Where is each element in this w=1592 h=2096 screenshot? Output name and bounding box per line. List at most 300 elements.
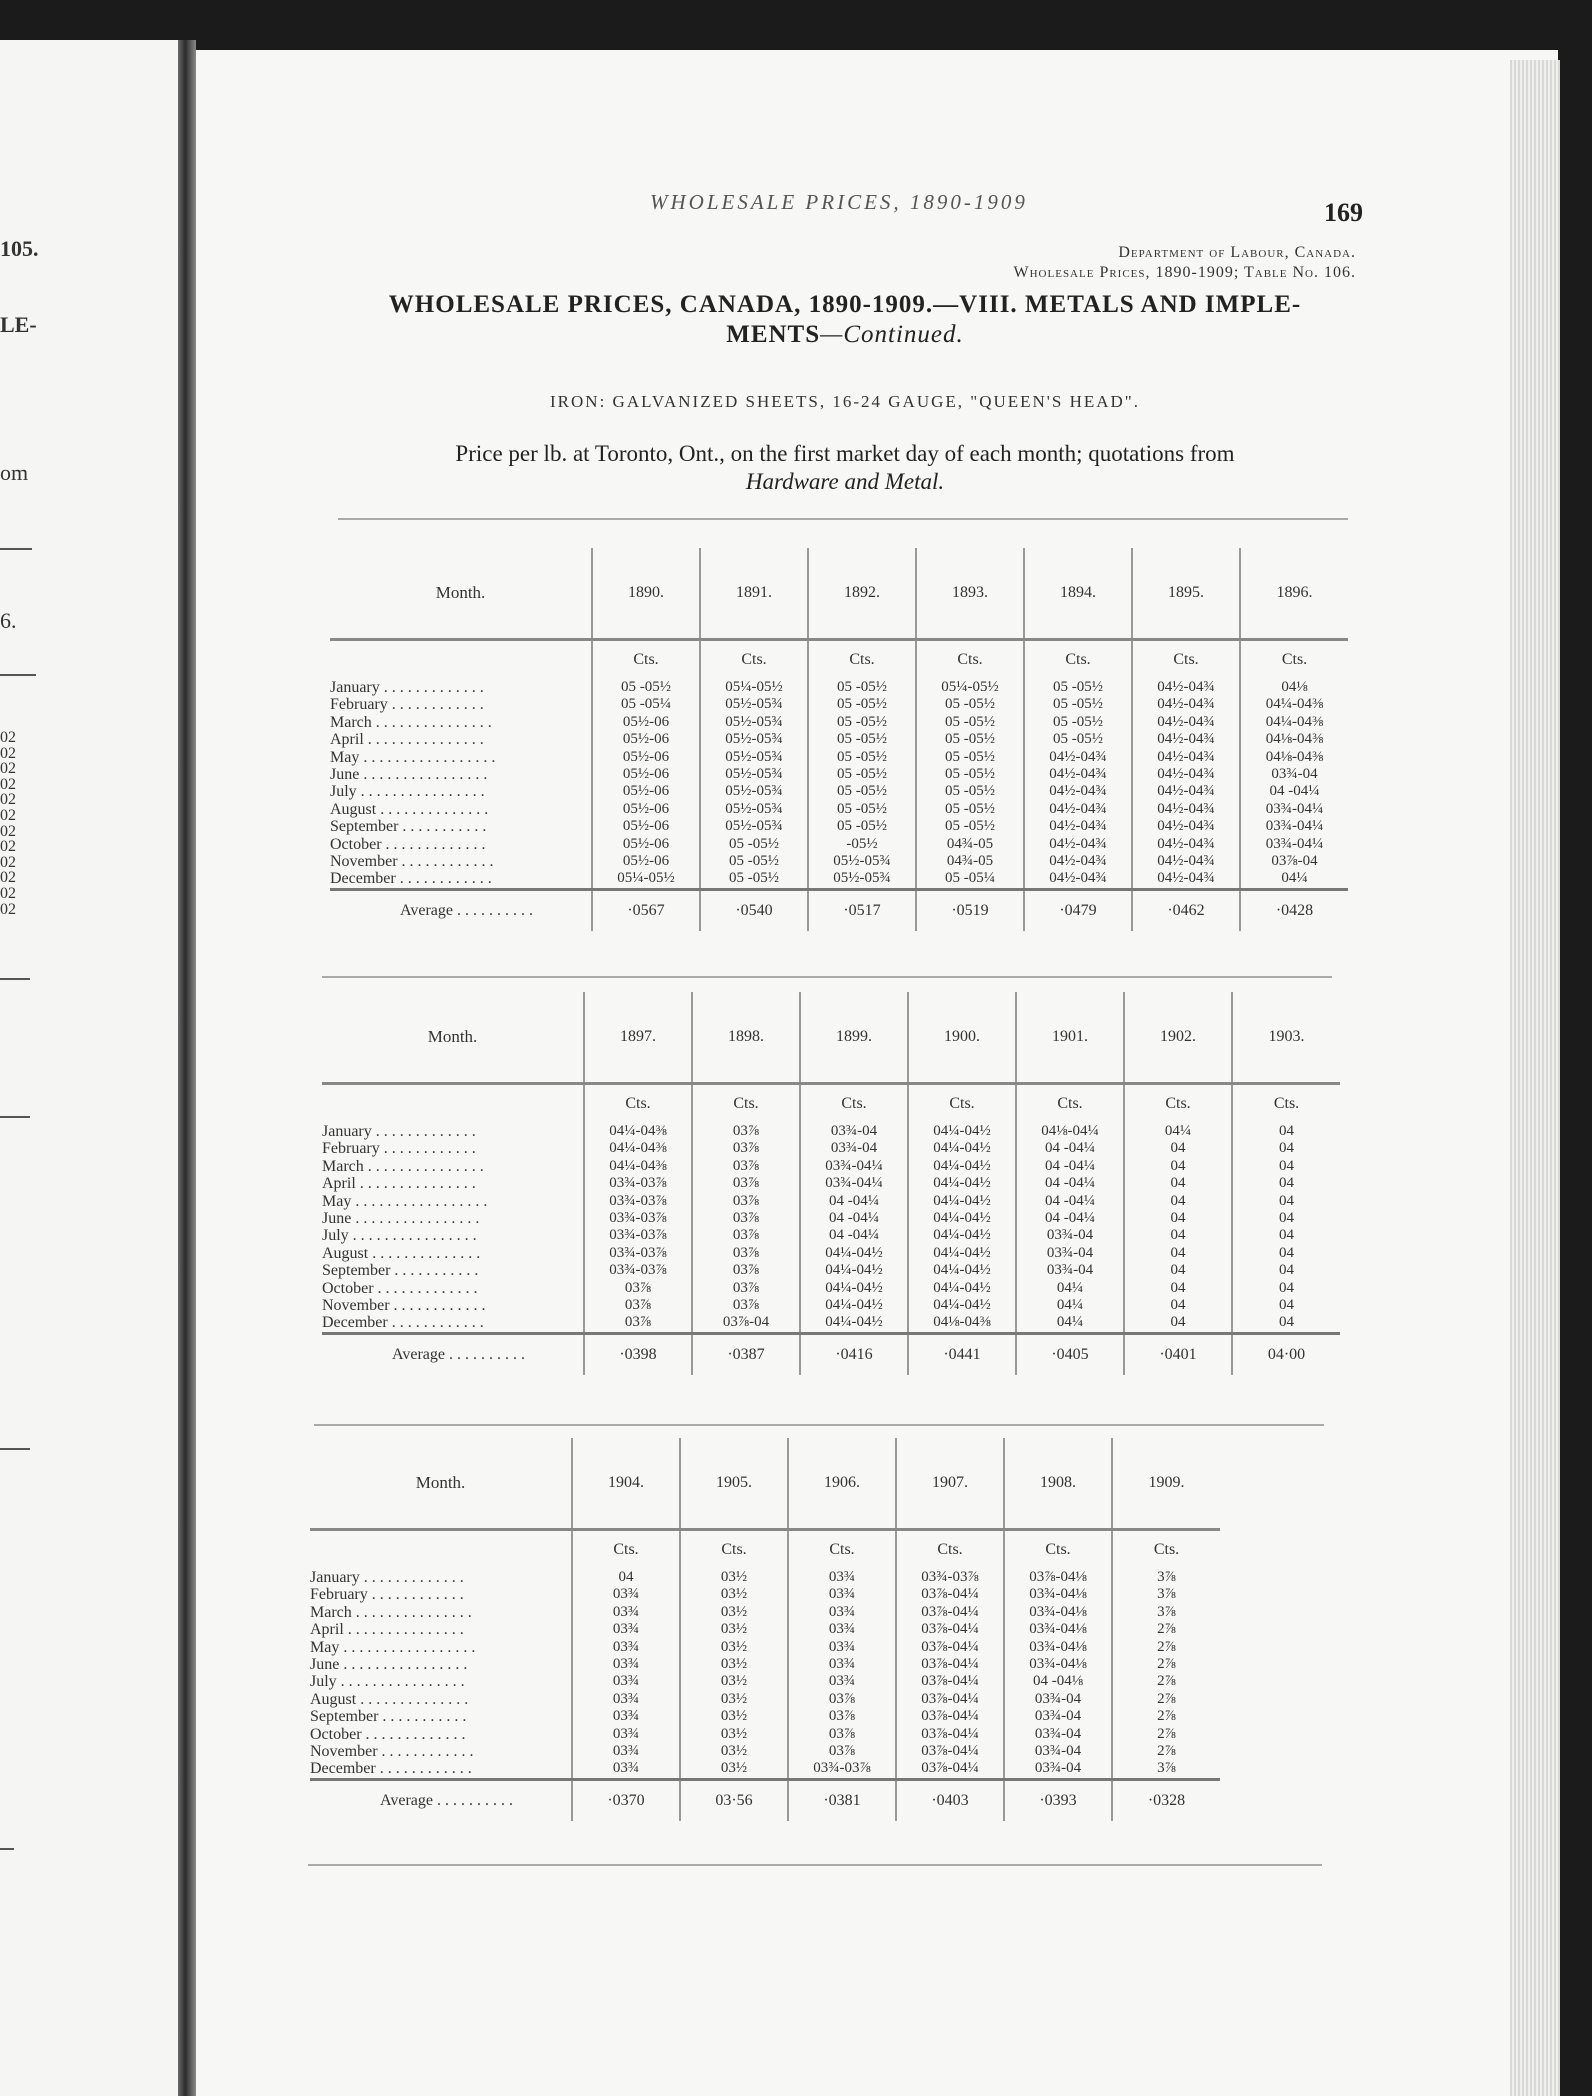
block-divider	[322, 976, 1332, 978]
price-cell: 03½	[720, 1760, 748, 1777]
price-cell: 04½-04¾	[1049, 818, 1107, 835]
price-cell: 03⅞-04¼	[921, 1742, 979, 1759]
price-cell: 03¾-03⅞	[609, 1244, 667, 1261]
unit-label: Cts.	[1024, 640, 1132, 680]
price-cell: 04	[1279, 1140, 1294, 1157]
month-column-header: Month.	[310, 1438, 572, 1530]
price-cell: 04¼-04½	[825, 1296, 883, 1313]
price-cell: 05 -05¼	[945, 870, 995, 887]
price-cell: 05½-06	[622, 748, 670, 765]
month-label: April . . . . . . . . . . . . . . .	[322, 1175, 476, 1193]
price-cell: 04	[1279, 1244, 1294, 1261]
month-column-header: Month.	[330, 548, 592, 640]
unit-label: Cts.	[572, 1530, 680, 1570]
price-cell: 03⅞	[732, 1123, 760, 1139]
unit-label: Cts.	[808, 640, 916, 680]
price-column	[1240, 679, 1348, 889]
price-cell: 05 -05½	[837, 748, 887, 765]
price-cell: 05½-05¾	[725, 818, 783, 835]
price-column	[1004, 1569, 1112, 1779]
price-cell: 04¼	[1164, 1123, 1192, 1139]
year-header: 1897.	[584, 992, 692, 1084]
price-column	[692, 1123, 800, 1333]
price-cell: 03⅞	[732, 1140, 760, 1157]
department-note	[1014, 243, 1356, 283]
price-cell: 03⅞	[624, 1279, 652, 1296]
average-value: ·0387	[692, 1333, 800, 1375]
price-cell: 03¾-03⅞	[609, 1175, 667, 1192]
month-label: October . . . . . . . . . . . . .	[330, 835, 486, 853]
price-cell: 05 -05½	[837, 679, 887, 695]
price-cell: 04¼-04½	[933, 1175, 991, 1192]
price-column	[1124, 1123, 1232, 1333]
price-cell: 04¼-04½	[933, 1227, 991, 1244]
price-cell: 04¼-04⅜	[609, 1123, 667, 1139]
month-label: November . . . . . . . . . . . .	[322, 1296, 486, 1314]
price-cell: 04	[1279, 1209, 1294, 1226]
price-cell: 03¾-04⅛	[1029, 1586, 1087, 1603]
price-cell: 05 -05½	[837, 765, 887, 782]
department-line: Department of Labour, Canada.	[1118, 244, 1356, 261]
price-column	[800, 1123, 908, 1333]
average-value: ·0441	[908, 1333, 1016, 1375]
price-cell: 05 -05½	[945, 783, 995, 800]
left-page-rule	[0, 548, 32, 550]
month-label: May . . . . . . . . . . . . . . . . .	[330, 748, 496, 766]
price-cell: 04 -04¼	[829, 1227, 879, 1244]
price-column	[592, 679, 700, 889]
price-cell: 04½-04¾	[1157, 696, 1215, 713]
average-value: ·0567	[592, 889, 700, 931]
price-cell: 04½-04¾	[1157, 748, 1215, 765]
month-label: June . . . . . . . . . . . . . . . .	[330, 765, 488, 783]
price-cell: 05½-05¾	[725, 731, 783, 748]
price-cell: 03⅞	[828, 1725, 856, 1742]
price-cell: 03⅞	[732, 1209, 760, 1226]
price-cell: 04 -04¼	[1045, 1209, 1095, 1226]
average-value: 03·56	[680, 1779, 788, 1821]
year-header: 1893.	[916, 548, 1024, 640]
price-cell: 05½-05¾	[833, 870, 891, 887]
price-cell: 04½-04¾	[1049, 870, 1107, 887]
unit-label: Cts.	[700, 640, 808, 680]
price-cell: 03¾-04¼	[1265, 818, 1324, 835]
price-cell: 04	[1170, 1192, 1186, 1209]
price-cell: 2⅞	[1157, 1708, 1176, 1725]
price-cell: 05½-06	[622, 818, 670, 835]
average-value: ·0401	[1124, 1333, 1232, 1375]
price-column	[1232, 1123, 1340, 1333]
month-label: December . . . . . . . . . . . .	[310, 1760, 472, 1778]
price-cell: 03¾-04	[1034, 1690, 1082, 1707]
price-cell: 03½	[720, 1655, 748, 1672]
price-cell: 05 -05½	[837, 696, 887, 713]
price-cell: 04¼-04½	[933, 1279, 991, 1296]
price-cell: 05½-05¾	[725, 696, 783, 713]
price-cell: 2⅞	[1157, 1621, 1176, 1638]
price-cell: 04¼-04⅜	[1265, 696, 1324, 713]
average-value: 04·00	[1232, 1333, 1340, 1375]
price-cell: 03⅞	[624, 1296, 652, 1313]
price-cell: 03¾	[612, 1603, 640, 1620]
price-table-block	[310, 1438, 1220, 1821]
price-cell: 05 -05½	[837, 800, 887, 817]
price-cell: 03¾-04¼	[1265, 835, 1324, 852]
price-cell: 05 -05½	[837, 783, 887, 800]
average-value: ·0462	[1132, 889, 1240, 931]
price-cell: 04	[1170, 1244, 1186, 1261]
price-cell: 2⅞	[1157, 1638, 1176, 1655]
month-label: April . . . . . . . . . . . . . . .	[330, 731, 484, 749]
price-cell: 04¼-04½	[825, 1279, 883, 1296]
price-cell: 05 -05½	[837, 713, 887, 730]
price-cell: 05 -05½	[945, 713, 995, 730]
price-cell: 03½	[720, 1673, 748, 1690]
price-cell: 03¾-03⅞	[813, 1760, 871, 1777]
unit-label: Cts.	[916, 640, 1024, 680]
left-page-fragment: 6.	[0, 608, 17, 633]
unit-label: Cts.	[692, 1084, 800, 1124]
page-title	[340, 290, 1350, 350]
average-value: ·0519	[916, 889, 1024, 931]
left-page	[0, 40, 178, 2096]
price-cell: 03⅞-04¼	[921, 1708, 979, 1725]
price-cell: 04¼-04½	[825, 1244, 883, 1261]
price-cell: 03¾	[828, 1586, 856, 1603]
left-page-rule	[0, 1448, 30, 1450]
month-label: October . . . . . . . . . . . . .	[322, 1279, 478, 1297]
price-cell: 03½	[720, 1725, 748, 1742]
price-cell: 03¾	[828, 1569, 856, 1585]
month-label: December . . . . . . . . . . . .	[330, 870, 492, 888]
price-cell: 03¾-04	[1046, 1262, 1094, 1279]
price-cell: 04	[1170, 1209, 1186, 1226]
price-cell: 05 -05½	[1053, 713, 1103, 730]
month-label: September . . . . . . . . . . .	[310, 1708, 467, 1726]
average-value: ·0479	[1024, 889, 1132, 931]
average-value: ·0398	[584, 1333, 692, 1375]
price-column	[908, 1123, 1016, 1333]
price-cell: 03¾-03⅞	[609, 1209, 667, 1226]
price-cell: 3⅞	[1157, 1603, 1176, 1620]
price-cell: 05¼-05½	[725, 679, 783, 695]
price-cell: 05½-05¾	[725, 748, 783, 765]
average-label: Average . . . . . . . . . .	[322, 1333, 584, 1375]
price-column	[808, 679, 916, 889]
price-cell: 03¾-03⅞	[609, 1192, 667, 1209]
price-cell: 03¾	[612, 1673, 640, 1690]
year-header: 1891.	[700, 548, 808, 640]
left-page-fragment: LE-	[0, 312, 37, 337]
price-cell: 04½-04¾	[1049, 852, 1107, 869]
block-divider	[314, 1424, 1324, 1426]
price-cell: 04	[1170, 1296, 1186, 1313]
price-cell: 03¾-04	[1034, 1760, 1082, 1777]
price-cell: 04	[1279, 1296, 1294, 1313]
price-cell: 05 -05½	[837, 818, 887, 835]
month-label: November . . . . . . . . . . . .	[330, 852, 494, 870]
price-cell: 04½-04¾	[1049, 800, 1107, 817]
year-header: 1899.	[800, 992, 908, 1084]
price-cell: 04	[1170, 1279, 1186, 1296]
price-cell: 03¾-04⅛	[1029, 1638, 1087, 1655]
price-cell: 03⅞	[828, 1742, 856, 1759]
average-value: ·0381	[788, 1779, 896, 1821]
month-label: November . . . . . . . . . . . .	[310, 1742, 474, 1760]
price-cell: 04½-04¾	[1157, 835, 1215, 852]
price-cell: 03⅞	[732, 1296, 760, 1313]
price-cell: 05 -05½	[1053, 679, 1103, 695]
month-list	[322, 1123, 584, 1333]
price-cell: 3⅞	[1157, 1586, 1176, 1603]
price-cell: 04½-04¾	[1157, 679, 1215, 695]
price-cell: 04¾-05	[946, 852, 994, 869]
price-cell: 04	[1170, 1175, 1186, 1192]
price-cell: 03¾-04¼	[1265, 800, 1324, 817]
month-label: January . . . . . . . . . . . . .	[322, 1123, 476, 1140]
price-column	[1024, 679, 1132, 889]
price-column	[1016, 1123, 1124, 1333]
price-cell: 03⅞-04	[722, 1314, 770, 1331]
price-cell: 04	[618, 1569, 634, 1585]
price-cell: 05 -05½	[1053, 696, 1103, 713]
price-cell: 03⅞-04¼	[921, 1655, 979, 1672]
price-cell: 04¼-04½	[933, 1262, 991, 1279]
price-cell: 05½-05¾	[725, 713, 783, 730]
price-cell: 03¾	[612, 1760, 640, 1777]
price-cell: 05½-06	[622, 852, 670, 869]
price-cell: 03¾	[612, 1621, 640, 1638]
price-cell: 03⅞	[828, 1690, 856, 1707]
price-cell: 04 -04¼	[1045, 1157, 1095, 1174]
price-cell: 03½	[720, 1569, 748, 1585]
price-cell: 04¼	[1056, 1279, 1084, 1296]
price-cell: 03½	[720, 1621, 748, 1638]
average-value: ·0328	[1112, 1779, 1220, 1821]
price-cell: 03¾-04	[1271, 765, 1318, 782]
month-label: January . . . . . . . . . . . . .	[330, 679, 484, 696]
year-header: 1895.	[1132, 548, 1240, 640]
book-gutter	[178, 40, 196, 2096]
year-header: 1894.	[1024, 548, 1132, 640]
average-value: ·0405	[1016, 1333, 1124, 1375]
price-cell: 04¼-04½	[825, 1314, 883, 1331]
price-cell: 03¾-04	[830, 1140, 878, 1157]
unit-label: Cts.	[1240, 640, 1348, 680]
month-label: August . . . . . . . . . . . . . .	[310, 1690, 469, 1708]
year-header: 1890.	[592, 548, 700, 640]
price-cell: 04	[1170, 1157, 1186, 1174]
table-bottom-rule	[308, 1864, 1322, 1866]
month-label: September . . . . . . . . . . .	[330, 818, 487, 836]
month-label: February . . . . . . . . . . . .	[310, 1586, 464, 1604]
month-list	[310, 1569, 572, 1779]
table-reference-line: Wholesale Prices, 1890-1909; Table No. 106.	[1013, 264, 1356, 281]
page-edge	[1510, 60, 1560, 2096]
price-cell: 03¾-04¼	[825, 1157, 883, 1174]
price-cell: 03½	[720, 1603, 748, 1620]
price-cell: 05 -05½	[945, 731, 995, 748]
month-label: January . . . . . . . . . . . . .	[310, 1569, 464, 1586]
month-label: August . . . . . . . . . . . . . .	[322, 1244, 481, 1262]
title-line: WHOLESALE PRICES, CANADA, 1890-1909.—VIII. METALS AND IMPLE-	[388, 291, 1302, 318]
year-header: 1904.	[572, 1438, 680, 1530]
price-cell: 04½-04¾	[1157, 800, 1215, 817]
page-number: 169	[1324, 198, 1363, 227]
price-cell: 03⅞-04¼	[921, 1673, 979, 1690]
price-cell: 04	[1170, 1262, 1186, 1279]
price-column	[1132, 679, 1240, 889]
year-header: 1908.	[1004, 1438, 1112, 1530]
price-table-block	[330, 548, 1348, 931]
price-cell: 03¾	[828, 1655, 856, 1672]
price-cell: 03¾	[828, 1673, 856, 1690]
price-cell: 05 -05½	[1053, 731, 1103, 748]
price-cell: 04	[1279, 1279, 1294, 1296]
price-column	[1112, 1569, 1220, 1779]
price-cell: 05 -05½	[945, 818, 995, 835]
month-label: May . . . . . . . . . . . . . . . . .	[310, 1638, 476, 1656]
price-cell: 04 -04¼	[829, 1192, 879, 1209]
title-continuation: MENTS—Continued.	[726, 321, 964, 348]
price-cell: 03¾	[828, 1603, 856, 1620]
price-cell: 05 -05½	[729, 870, 779, 887]
price-cell: 05 -05½	[729, 835, 779, 852]
price-cell: 05 -05½	[837, 731, 887, 748]
price-cell: 04½-04¾	[1157, 783, 1215, 800]
price-note	[340, 440, 1350, 496]
price-cell: 04 -04¼	[1045, 1192, 1095, 1209]
price-cell: 04 -04¼	[829, 1209, 879, 1226]
month-label: August . . . . . . . . . . . . . .	[330, 800, 489, 818]
price-cell: 05½-06	[622, 765, 670, 782]
price-cell: 05 -05½	[945, 765, 995, 782]
left-page-fragment: om	[0, 460, 29, 485]
unit-label: Cts.	[1132, 640, 1240, 680]
price-cell: 05½-05¾	[833, 852, 891, 869]
price-cell: 03⅞	[624, 1314, 652, 1331]
month-label: December . . . . . . . . . . . .	[322, 1314, 484, 1332]
price-column	[700, 679, 808, 889]
price-cell: 04½-04¾	[1049, 765, 1107, 782]
price-cell: 05½-06	[622, 713, 670, 730]
price-cell: 03⅞-04¼	[921, 1760, 979, 1777]
price-cell: 03⅞-04¼	[921, 1725, 979, 1742]
price-cell: 04½-04¾	[1049, 748, 1107, 765]
price-cell: 04¼-04⅜	[609, 1157, 667, 1174]
price-cell: 04	[1279, 1227, 1294, 1244]
price-cell: 04½-04¾	[1157, 713, 1215, 730]
year-header: 1902.	[1124, 992, 1232, 1084]
price-cell: 03¾	[828, 1638, 856, 1655]
month-label: July . . . . . . . . . . . . . . . .	[310, 1673, 465, 1691]
month-label: February . . . . . . . . . . . .	[330, 696, 484, 714]
price-cell: 04¼-04½	[933, 1296, 991, 1313]
price-cell: 03¾-04	[1034, 1742, 1082, 1759]
price-cell: 03⅞	[732, 1227, 760, 1244]
price-cell: 2⅞	[1157, 1655, 1176, 1672]
price-cell: 05 -05½	[729, 852, 779, 869]
left-page-rule	[0, 1116, 30, 1118]
price-note-source: Hardware and Metal.	[745, 469, 945, 494]
year-header: 1903.	[1232, 992, 1340, 1084]
price-cell: 04	[1170, 1314, 1186, 1331]
price-cell: 05½-06	[622, 800, 670, 817]
price-cell: 03¾	[612, 1655, 640, 1672]
price-cell: 04	[1279, 1123, 1294, 1139]
month-label: March . . . . . . . . . . . . . . .	[310, 1603, 472, 1621]
unit-label: Cts.	[1112, 1530, 1220, 1570]
price-cell: 04⅛-04⅜	[1265, 731, 1324, 748]
price-cell: 03⅞	[732, 1175, 760, 1192]
price-cell: 04¼	[1056, 1314, 1084, 1331]
price-cell: 05½-06	[622, 731, 670, 748]
price-cell: 04 -04¼	[1269, 783, 1320, 800]
month-column-header: Month.	[322, 992, 584, 1084]
average-value: ·0393	[1004, 1779, 1112, 1821]
price-cell: 04	[1170, 1227, 1186, 1244]
price-cell: 03¾-03⅞	[609, 1227, 667, 1244]
price-column	[896, 1569, 1004, 1779]
average-value: ·0428	[1240, 889, 1348, 931]
price-cell: 05½-06	[622, 835, 670, 852]
price-cell: 03⅞	[732, 1192, 760, 1209]
price-cell: 03¾-03⅞	[609, 1262, 667, 1279]
price-cell: 04½-04¾	[1049, 783, 1107, 800]
price-cell: 04 -04¼	[1045, 1140, 1095, 1157]
price-cell: 03¾	[828, 1621, 856, 1638]
price-cell: 03⅞-04¼	[921, 1621, 979, 1638]
price-cell: 05 -05½	[945, 748, 995, 765]
price-note-line: Price per lb. at Toronto, Ont., on the first market day of each month; quotations from	[455, 441, 1235, 466]
left-page-column: 02 02 02 02 02 02 02 02 02 02 02 02	[0, 729, 16, 918]
unit-label: Cts.	[1004, 1530, 1112, 1570]
year-header: 1892.	[808, 548, 916, 640]
commodity-subtitle: IRON: GALVANIZED SHEETS, 16-24 GAUGE, "QUEEN'S HEAD".	[550, 392, 1140, 411]
price-column	[584, 1123, 692, 1333]
price-cell: 05 -05½	[621, 679, 671, 695]
price-cell: 04¼-04½	[825, 1262, 883, 1279]
average-value: ·0403	[896, 1779, 1004, 1821]
price-cell: 03⅞-04¼	[921, 1638, 979, 1655]
price-cell: 05 -05¼	[621, 696, 671, 713]
price-cell: 03¾-04⅛	[1029, 1655, 1087, 1672]
price-cell: 04	[1279, 1314, 1294, 1331]
price-cell: 04	[1279, 1262, 1294, 1279]
running-title: WHOLESALE PRICES, 1890-1909	[650, 190, 1028, 214]
price-cell: 03¾	[612, 1638, 640, 1655]
unit-label: Cts.	[680, 1530, 788, 1570]
unit-label: Cts.	[788, 1530, 896, 1570]
price-cell: 05½-05¾	[725, 783, 783, 800]
left-page-rule	[0, 978, 30, 980]
price-cell: 03⅞-04¼	[921, 1586, 979, 1603]
price-cell: 03¾-04¼	[825, 1175, 883, 1192]
price-cell: 04⅛-04⅜	[933, 1314, 991, 1331]
price-cell: 03⅞	[828, 1708, 856, 1725]
year-header: 1905.	[680, 1438, 788, 1530]
price-cell: 03⅞	[732, 1262, 760, 1279]
left-page-rule	[0, 674, 36, 676]
month-label: June . . . . . . . . . . . . . . . .	[310, 1655, 468, 1673]
price-cell: 04¼-04½	[933, 1192, 991, 1209]
price-cell: 03¾-03⅞	[921, 1569, 979, 1585]
price-cell: 05½-05¾	[725, 800, 783, 817]
price-cell: 05 -05½	[945, 800, 995, 817]
unit-label: Cts.	[592, 640, 700, 680]
price-cell: 3⅞	[1157, 1569, 1176, 1585]
price-cell: 03¾-04	[1034, 1708, 1082, 1725]
